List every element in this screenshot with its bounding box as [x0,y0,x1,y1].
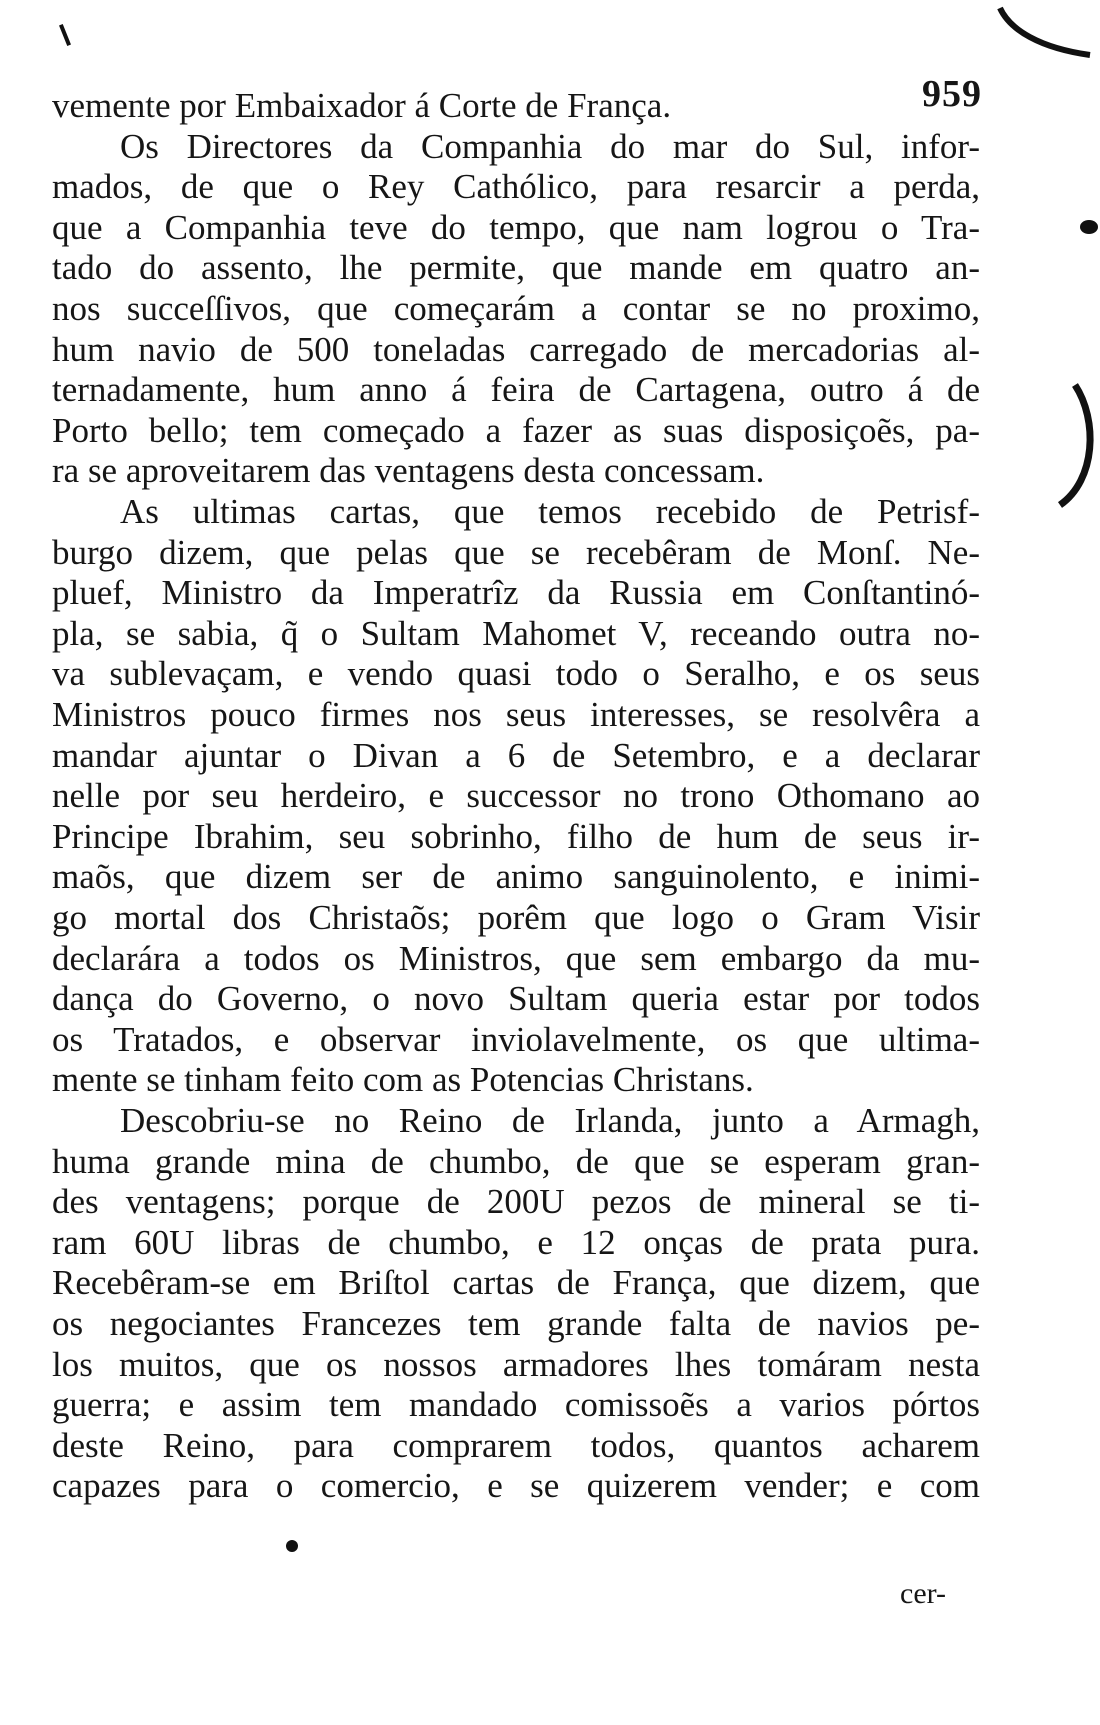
text-line: nos succeſſivos, que começarám a contar se no proximo, [52,289,980,328]
text-line: des ventagens; porque de 200U pezos de mineral se ti- [52,1182,980,1222]
text-line: Descobriu-se no Reino de Irlanda, junto a Armagh, [120,1101,980,1140]
text-line: pluef, Ministro da Imperatrîz da Russia em Conſtantinó- [52,573,980,613]
text-line: Recebêram-se em Briſtol cartas de França, que dizem, que [52,1263,980,1303]
text-line: guerra; e assim tem mandado comissoẽs a varios pórtos [52,1385,980,1425]
text-line: tado do assento, lhe permite, que mande em quatro an- [52,248,980,288]
text-line: go mortal dos Christaõs; porêm que logo o Gram Visir [52,898,980,937]
text-line: ra se aproveitarem das ventagens desta concessam. [52,451,765,491]
text-line: va sublevaçam, e vendo quasi todo o Seralho, e os seus [52,654,980,694]
text-line: pla, se sabia, q̃ o Sultam Mahomet V, receando outra no- [52,613,980,653]
text-line: os negociantes Francezes tem grande falta de navios pe- [52,1304,980,1343]
text-line: deste Reino, para comprarem todos, quantos acharem [52,1425,980,1465]
text-line: ternadamente, hum anno á feira de Cartagena, outro á de [52,370,980,410]
text-line: As ultimas cartas, que temos recebido de Petrisf- [120,492,980,531]
text-line: Porto bello; tem começado a fazer as suas disposiçoẽs, pa- [52,410,980,450]
text-line: mente se tinham feito com as Potencias Christans. [52,1060,754,1100]
text-line: maõs, que dizem ser de animo sanguinolento, e inimi- [52,857,980,897]
text-line: hum navio de 500 toneladas carregado de mercadorias al- [52,329,980,369]
text-line: mados, de que o Rey Cathólico, para resarcir a perda, [52,167,980,207]
text-line: ram 60U libras de chumbo, e 12 onças de prata pura. [52,1222,980,1262]
ink-blot [1080,220,1098,234]
text-line: nelle por seu herdeiro, e successor no trono Othomano ao [52,776,980,816]
text-line: vemente por Embaixador á Corte de França. [52,86,672,125]
text-line: os Tratados, e observar inviolavelmente, os que ultima- [52,1019,980,1059]
text-line: huma grande mina de chumbo, de que se esperam gran- [52,1141,980,1181]
text-line: que a Companhia teve do tempo, que nam logrou o Tra- [52,207,980,247]
text-line: dança do Governo, o novo Sultam queria estar por todos [52,979,980,1019]
ink-mark [59,24,71,46]
text-line: Ministros pouco firmes nos seus interesses, se resolvêra a [52,695,980,734]
text-line: Principe Ibrahim, seu sobrinho, filho de hum de seus ir- [52,816,980,856]
ink-blot [286,1540,298,1552]
page-number: 959 [922,73,982,115]
text-line: burgo dizem, que pelas que se recebêram de Monſ. Ne- [52,532,980,572]
text-line: mandar ajuntar o Divan a 6 de Setembro, e a declarar [52,735,980,775]
catchword: cer- [900,1577,947,1610]
text-line: Os Directores da Companhia do mar do Sul, infor- [120,126,980,166]
text-line: declarára a todos os Ministros, que sem embargo da mu- [52,938,980,978]
text-line: capazes para o comercio, e se quizerem vender; e com [52,1466,980,1506]
text-line: los muitos, que os nossos armadores lhes tomáram nesta [52,1344,980,1384]
